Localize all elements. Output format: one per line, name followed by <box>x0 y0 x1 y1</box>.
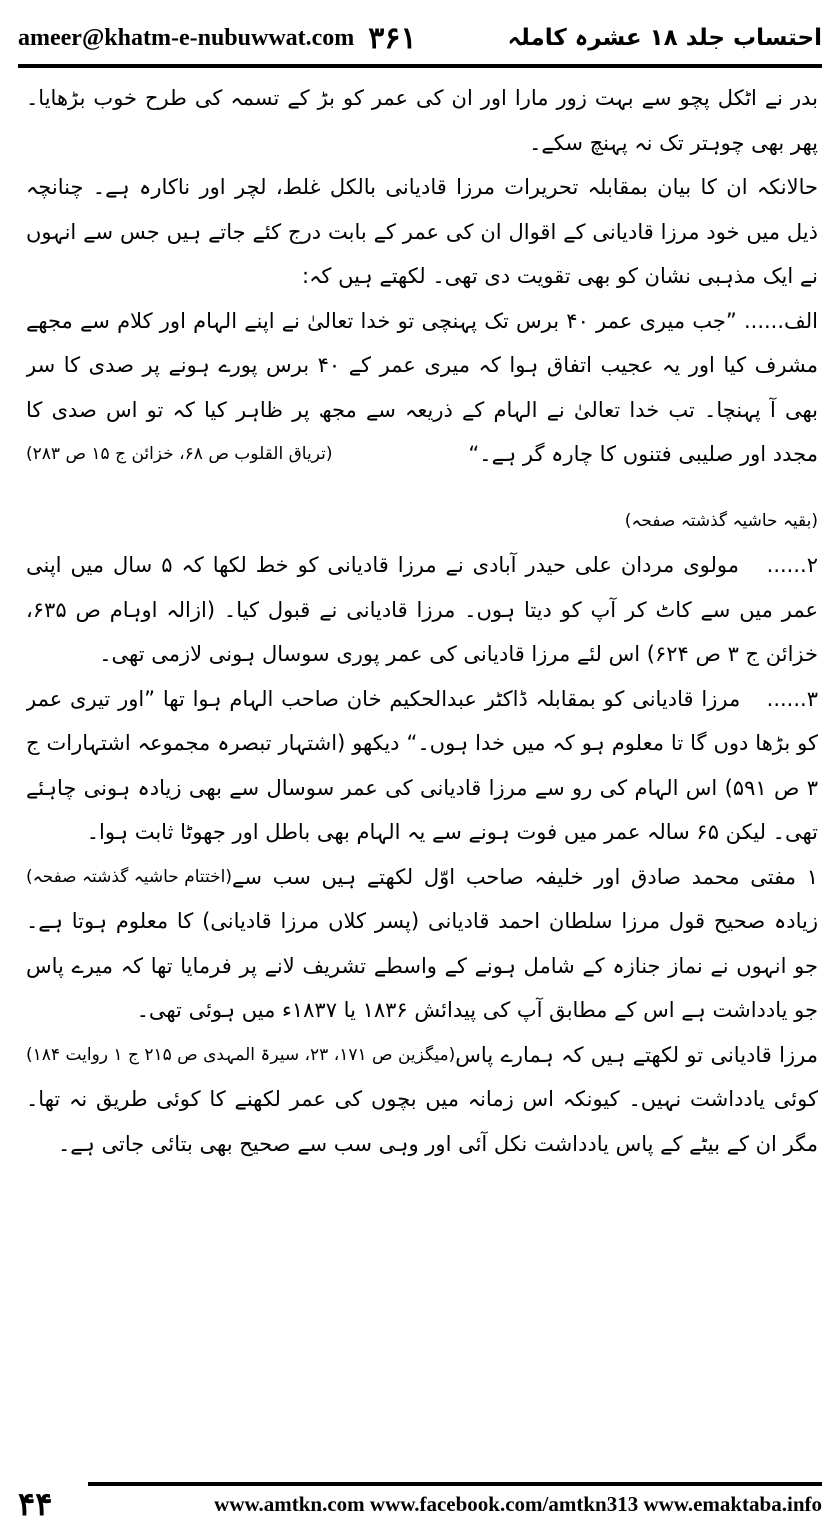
page-footer <box>18 1478 822 1530</box>
sequence-number: ۴۴ <box>18 1485 53 1523</box>
footnote-end-citation: (اختتام حاشیہ گذشتہ صفحہ) <box>26 866 233 887</box>
spacer <box>26 477 818 499</box>
item-2-text: مولوی مردان علی حیدر آبادی نے مرزا قادیانی کو خط لکھا کہ ۵ سال میں اپنی عمر میں سے کاٹ کر آپ کو دیتا ہوں۔ مرزا قادیانی نے قبول کیا۔ (ازالہ اوہام ص ۶۳۵، خزائن ج ۳ ص ۶۲۴) اس لئے مرزا قادیانی کی عمر پوری سوسال ہونی لازمی تھی۔ <box>26 553 818 666</box>
header-email: ameer@khatm-e-nubuwwat.com <box>18 24 355 51</box>
footer-urls: www.amtkn.com www.facebook.com/amtkn313 www.emaktaba.info <box>214 1492 822 1516</box>
footer-divider <box>88 1482 822 1486</box>
item-number-2: ۲...... <box>766 553 818 577</box>
paragraph-3 <box>26 299 818 477</box>
side-note-continued: (بقیہ حاشیہ گذشتہ صفحہ) <box>624 510 818 531</box>
paragraph-5 <box>26 677 818 887</box>
paragraph-1: بدر نے اٹکل پچو سے بہت زور مارا اور ان کی عمر کو بڑ کے تسمہ کی طرح خوب بڑھایا۔ پھر بھی چوہتر تک نہ پہنچ سکے۔ <box>26 86 818 155</box>
page-number: ۳۶۱ <box>368 20 417 56</box>
quote-text: الف...... ”جب میری عمر ۴۰ برس تک پہنچی تو خدا تعالیٰ نے اپنے الہام اور کلام سے مجھے مشرف کیا اور یہ عجیب اتفاق ہوا کہ میری عمر کے ۴۰ برس پورے ہونے پر صدی کا سر بھی آ پہنچا۔ تب خدا تعالیٰ نے الہام کے ذریعہ سے مجھ پر ظاہر کیا کہ تو اس صدی کا مجدد اور صلیبی فتنوں کا چارہ گر ہے۔“ <box>26 308 818 466</box>
paragraph-2: حالانکہ ان کا بیان بمقابلہ تحریرات مرزا قادیانی بالکل غلط، لچر اور ناکارہ ہے۔ چنانچہ ذیل میں خود مرزا قادیانی کے اقوال ان کی عمر کے بابت درج کئے جاتے ہیں جس سے انہوں نے ایک مذہبی نشان کو بھی تقویت دی تھی۔ لکھتے ہیں کہ: <box>26 175 818 288</box>
header-divider <box>18 64 822 68</box>
page-header <box>18 14 822 62</box>
item-number-3: ۳...... <box>766 686 818 711</box>
footer-band <box>88 1478 822 1530</box>
page-body <box>26 76 818 1466</box>
header-left <box>18 21 417 56</box>
book-title: احتساب جلد ۱۸ عشرہ کاملہ <box>507 25 822 51</box>
item-3-text: مرزا قادیانی کو بمقابلہ ڈاکٹر عبدالحکیم خان صاحب الہام ہوا تھا ”اور تیری عمر کو بڑھا دوں گا تا معلوم ہو کہ میں خدا ہوں۔“ دیکھو (اشتہار تبصرہ مجموعہ اشتہارات ج ۳ ص ۵۹۱) اس الہام کی رو سے مرزا قادیانی کی عمر سوسال سے بھی زیادہ ہونی چاہئے تھی۔ لیکن ۶۵ سالہ عمر میں فوت ہونے سے یہ الہام بھی باطل اور جھوٹا ثابت ہوا۔ <box>26 686 818 844</box>
paragraph-7: مرزا قادیانی تو لکھتے ہیں کہ ہمارے پاس کوئی یادداشت نہیں۔ کیونکہ اس زمانہ میں بچوں کی عمر لکھنے کا کوئی طریق نہ تھا۔ مگر ان کے بیٹے کے پاس یادداشت نکل آئی اور وہی سب سے صحیح بھی بتائی جاتی ہے۔ <box>26 1042 818 1156</box>
footnote-text: ۱ مفتی محمد صادق اور خلیفہ صاحب اوّل لکھتے ہیں سب سے زیادہ صحیح قول مرزا سلطان احمد قادیانی (پسر کلاں مرزا قادیانی) کا معلوم ہوتا ہے۔ جو انہوں نے نماز جنازہ کے شامل ہونے کے واسطے تشریف لانے پر فرمایا تھا کہ میرے پاس جو یادداشت ہے اس کے مطابق آپ کی پیدائش ۱۸۳۶ یا ۱۸۳۷ء میں ہوئی تھی۔ <box>26 864 818 1022</box>
quote-citation: (تریاق القلوب ص ۶۸، خزائن ج ۱۵ ص ۲۸۳) <box>26 444 333 464</box>
footnote-citation: (میگزین ص ۱۷۱، ۲۳، سیرۃ المہدی ص ۲۱۵ ج ۱ روایت ۱۸۴) <box>26 1044 456 1065</box>
paragraph-4 <box>26 543 818 677</box>
